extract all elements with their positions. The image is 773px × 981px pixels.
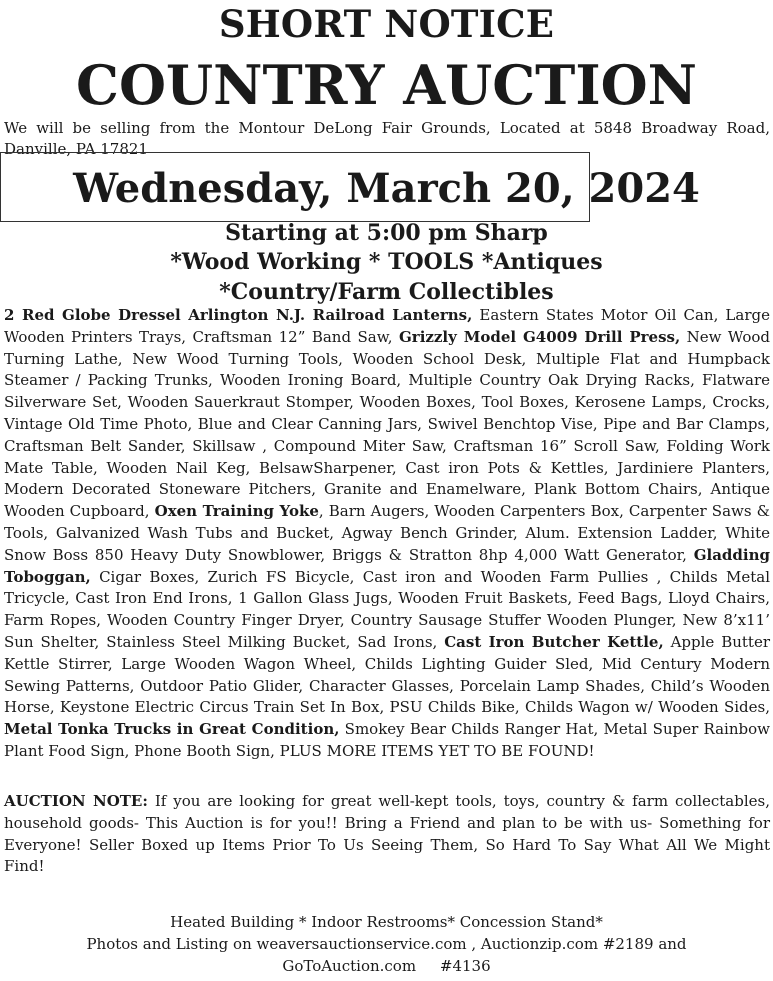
listing-segment: Cast Iron Butcher Kettle,: [444, 632, 664, 651]
subhead-categories-2: *Country/Farm Collectibles: [219, 279, 554, 305]
listing-segment: Cigar Boxes, Zurich FS Bicycle, Cast iron and Wooden Farm Pullies , Childs Metal Tricycle, Cast Iron End Irons, 1 Gallon Glass Jugs, Wooden Fruit Baskets, Feed Bags, Lloyd Chairs, Farm Ropes, Wooden Country Finger Dryer, Country Sausage Stuffer Wooden Plunger, New 8’x11’ Sun Shelter, Stainless Steel Milking Bucket, Sad Irons,: [4, 567, 770, 651]
auction-note: [4, 791, 770, 878]
listing-segment: Metal Tonka Trucks in Great Condition,: [4, 720, 340, 739]
auction-note-label: AUCTION NOTE:: [4, 792, 148, 810]
footer-auction-ids: GoToAuction.com #4136: [282, 957, 491, 975]
listing-segment: Oxen Training Yoke: [154, 502, 319, 521]
listing-segment: Smokey Bear Childs Ranger Hat, Metal Super Rainbow Plant Food Sign, Phone Booth Sign, PLUS MORE ITEMS YET TO BE FOUND!: [4, 720, 770, 760]
auction-date: Wednesday, March 20, 2024: [73, 165, 700, 212]
auction-note-text: If you are looking for great well-kept tools, toys, country & farm collectables, household goods- This Auction is for you!! Bring a Friend and plan to be with us- Something for Everyone! Seller Boxed up Items Prior To Us Seeing Them, So Hard To Say What All We Might Find!: [4, 792, 770, 876]
listing-segment: Grizzly Model G4009 Drill Press,: [398, 327, 681, 346]
footer-listing-sites: Photos and Listing on weaversauctionservice.com , Auctionzip.com #2189 and: [86, 935, 687, 953]
listing-segment: Eastern States Motor Oil Can, Large Wooden Printers Trays, Craftsman 12” Band Saw,: [4, 306, 770, 346]
item-listing: [4, 305, 770, 763]
footer-amenities: Heated Building * Indoor Restrooms* Concession Stand*: [170, 913, 603, 931]
listing-segment: New Wood Turning Lathe, New Wood Turning Tools, Wooden School Desk, Multiple Flat and Humpback Steamer / Packing Trunks, Wooden Ironing Board, Multiple Country Oak Drying Racks, Flatware Silverware Set, Wooden Sauerkraut Stomper, Wooden Boxes, Tool Boxes, Kerosene Lamps, Crocks, Vintage Old Time Photo, Blue and Clear Canning Jars, Swivel Benchtop Vise, Pipe and Bar Clamps, Craftsman Belt Sander, Skillsaw , Compound Miter Saw, Craftsman 16” Scroll Saw, Folding Work Mate Table, Wooden Nail Keg, BelsawSharpener, Cast iron Pots & Kettles, Jardiniere Planters, Modern Decorated Stoneware Pitchers, Granite and Enamelware, Plank Bottom Chairs, Antique Wooden Cupboard,: [4, 327, 770, 521]
location-intro: We will be selling from the Montour DeLong Fair Grounds, Located at 5848 Broadway Road, Danville, PA 17821: [4, 119, 770, 158]
title-short-notice: SHORT NOTICE: [218, 2, 555, 46]
subhead-categories-1: *Wood Working * TOOLS *Antiques: [170, 249, 603, 275]
listing-segment: , Barn Augers, Wooden Carpenters Box, Carpenter Saws & Tools, Galvanized Wash Tubs and Bucket, Agway Bench Grinder, Alum. Extension Ladder, White Snow Boss 850 Heavy Duty Snowblower, Briggs & Stratton 8hp 4,000 Watt Generator,: [4, 502, 770, 564]
listing-segment: Apple Butter Kettle Stirrer, Large Wooden Wagon Wheel, Childs Lighting Guider Sled, Mid Century Modern Sewing Patterns, Outdoor Patio Glider, Character Glasses, Porcelain Lamp Shades, Child’s Wooden Horse, Keystone Electric Circus Train Set In Box, PSU Childs Bike, Childs Wagon w/ Wooden Sides,: [4, 632, 770, 717]
start-time: Starting at 5:00 pm Sharp: [225, 220, 548, 246]
listing-segment: 2 Red Globe Dressel Arlington N.J. Railroad Lanterns,: [4, 306, 473, 324]
listing-segment: Gladding Toboggan,: [4, 545, 770, 586]
title-country-auction: COUNTRY AUCTION: [75, 53, 698, 117]
